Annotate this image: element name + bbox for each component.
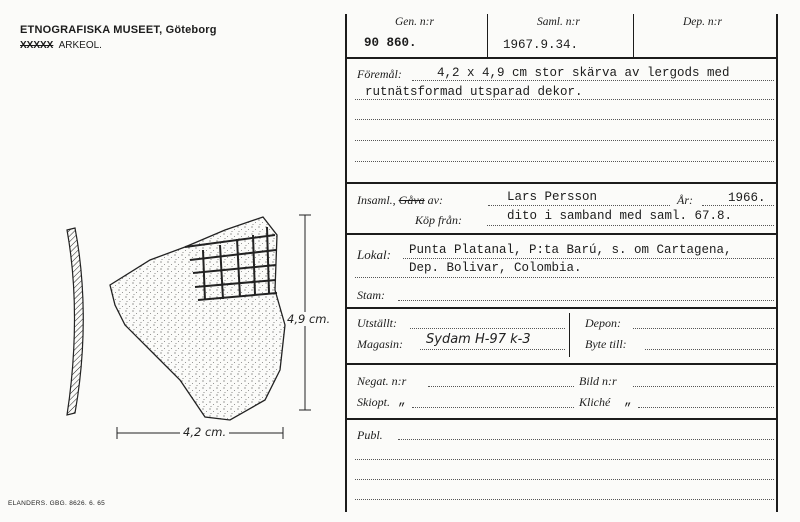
header-divider (347, 57, 778, 59)
skiopt-value: „ (398, 394, 406, 408)
saml-nr-value: 1967.9.34. (503, 38, 579, 52)
gava-struck-label: Gåva (398, 193, 425, 207)
insaml-label-prefix: Insaml., (357, 193, 396, 207)
dep-nr-label: Dep. n:r (683, 16, 722, 28)
lokal-line-2: Dep. Bolivar, Colombia. (409, 261, 582, 275)
byte-till-label: Byte till: (585, 337, 627, 351)
department-label: ARKEOL. (58, 40, 102, 51)
museum-department (20, 40, 102, 51)
foremal-label: Föremål: (357, 67, 402, 81)
kliche-label: Kliché (579, 395, 611, 409)
printer-imprint: ELANDERS. GBG. 8626. 6. 65 (8, 500, 106, 507)
divider-negat (347, 418, 778, 420)
bild-nr-label: Bild n:r (579, 374, 617, 388)
gen-nr-value: 90 860. (364, 36, 417, 50)
sherd-face (110, 217, 285, 420)
depon-label: Depon: (585, 316, 621, 330)
divider-magasin (347, 363, 778, 365)
struck-department: XXXXX (20, 40, 54, 51)
kop-fran-label: Köp från: (415, 213, 463, 227)
utstallt-label: Utställt: (357, 316, 398, 330)
card-left-border (345, 14, 347, 512)
insaml-label (357, 193, 443, 208)
lokal-line-1: Punta Platanal, P:ta Barú, s. om Cartagena, (409, 243, 732, 257)
foremal-line-1: 4,2 x 4,9 cm stor skärva av lergods med (437, 66, 730, 80)
magasin-col-divider (569, 313, 570, 357)
museum-name: ETNOGRAFISKA MUSEET, Göteborg (20, 24, 217, 36)
insaml-value: Lars Persson (507, 190, 598, 204)
magasin-value: Sydam H-97 k-3 (426, 332, 531, 347)
stam-label: Stam: (357, 288, 385, 302)
divider-insaml (347, 233, 778, 235)
year-label: År: (677, 193, 693, 207)
publ-label: Publ. (357, 428, 383, 442)
negat-nr-label: Negat. n:r (357, 374, 407, 388)
saml-nr-label: Saml. n:r (537, 16, 580, 28)
divider-foremal (347, 182, 778, 184)
sherd-profile (67, 228, 83, 415)
divider-lokal (347, 307, 778, 309)
magasin-label: Magasin: (357, 337, 403, 351)
height-dimension-label: 4,9 cm. (287, 312, 331, 326)
card-right-border (776, 14, 778, 512)
lokal-label: Lokal: (357, 247, 391, 262)
skiopt-label: Skiopt. (357, 395, 390, 409)
kliche-value: „ (624, 394, 632, 408)
kop-fran-value: dito i samband med saml. 67.8. (507, 209, 733, 223)
sherd-drawing (55, 205, 355, 455)
foremal-line-2: rutnätsformad utsparad dekor. (365, 85, 583, 99)
gen-nr-label: Gen. n:r (395, 16, 434, 28)
year-value: 1966. (728, 191, 766, 205)
header-col-divider-1 (487, 14, 488, 57)
insaml-label-suffix: av: (427, 193, 443, 207)
header-col-divider-2 (633, 14, 634, 57)
width-dimension-label: 4,2 cm. (180, 425, 229, 439)
